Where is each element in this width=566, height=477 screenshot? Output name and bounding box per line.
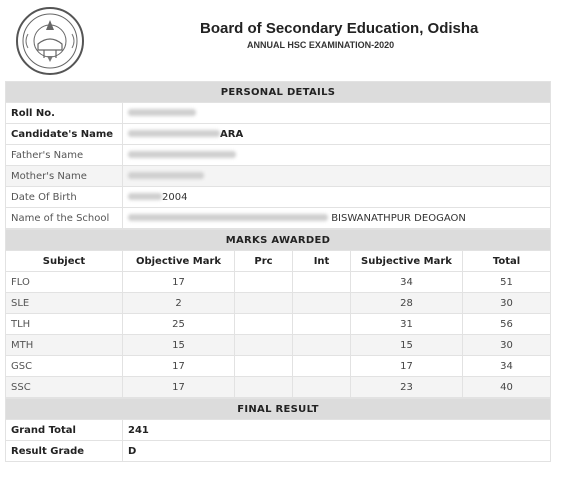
dob-row [6, 187, 551, 208]
subject-cell: SLE [6, 293, 123, 314]
subjective-cell: 34 [351, 272, 463, 293]
school-row [6, 208, 551, 229]
prc-cell [235, 377, 293, 398]
school-value [123, 208, 551, 229]
final-result-table [5, 398, 551, 462]
prc-cell [235, 356, 293, 377]
subject-cell: MTH [6, 335, 123, 356]
roll-label: Roll No. [6, 103, 123, 124]
marks-heading: MARKS AWARDED [6, 230, 551, 251]
subjective-cell: 15 [351, 335, 463, 356]
subject-cell: TLH [6, 314, 123, 335]
objective-cell: 17 [123, 272, 235, 293]
roll-row [6, 103, 551, 124]
page-header [0, 0, 566, 80]
roll-value [123, 103, 551, 124]
total-cell: 40 [463, 377, 551, 398]
result-grade-label: Result Grade [6, 441, 123, 462]
subjective-cell: 17 [351, 356, 463, 377]
marks-header-row [6, 251, 551, 272]
grand-total-row [6, 420, 551, 441]
int-cell [293, 377, 351, 398]
total-cell: 30 [463, 293, 551, 314]
subject-cell: FLO [6, 272, 123, 293]
father-label: Father's Name [6, 145, 123, 166]
candidate-label: Candidate's Name [6, 124, 123, 145]
candidate-row [6, 124, 551, 145]
result-grade-value: D [123, 441, 551, 462]
prc-cell [235, 293, 293, 314]
int-cell [293, 272, 351, 293]
subjective-cell: 28 [351, 293, 463, 314]
objective-cell: 25 [123, 314, 235, 335]
marks-table [5, 229, 551, 398]
personal-details-table [5, 81, 551, 229]
board-title: Board of Secondary Education, Odisha [200, 20, 479, 37]
objective-cell: 17 [123, 377, 235, 398]
int-cell [293, 314, 351, 335]
total-cell: 34 [463, 356, 551, 377]
objective-cell: 17 [123, 356, 235, 377]
int-cell [293, 335, 351, 356]
grand-total-label: Grand Total [6, 420, 123, 441]
table-row [6, 293, 551, 314]
candidate-suffix: ARA [220, 128, 244, 140]
col-prc: Prc [235, 251, 293, 272]
int-cell [293, 356, 351, 377]
table-row [6, 377, 551, 398]
personal-details-heading: PERSONAL DETAILS [6, 82, 551, 103]
col-int: Int [293, 251, 351, 272]
board-emblem-icon [14, 6, 86, 76]
prc-cell [235, 335, 293, 356]
mother-label: Mother's Name [6, 166, 123, 187]
total-cell: 30 [463, 335, 551, 356]
father-value [123, 145, 551, 166]
dob-label: Date Of Birth [6, 187, 123, 208]
objective-cell: 2 [123, 293, 235, 314]
total-cell: 56 [463, 314, 551, 335]
table-row [6, 314, 551, 335]
candidate-value [123, 124, 551, 145]
col-subjective: Subjective Mark [351, 251, 463, 272]
col-objective: Objective Mark [123, 251, 235, 272]
objective-cell: 15 [123, 335, 235, 356]
mother-row [6, 166, 551, 187]
subject-cell: GSC [6, 356, 123, 377]
col-total: Total [463, 251, 551, 272]
father-row [6, 145, 551, 166]
total-cell: 51 [463, 272, 551, 293]
exam-title: ANNUAL HSC EXAMINATION-2020 [247, 40, 395, 50]
final-result-heading: FINAL RESULT [6, 399, 551, 420]
subject-cell: SSC [6, 377, 123, 398]
int-cell [293, 293, 351, 314]
table-row [6, 356, 551, 377]
subjective-cell: 31 [351, 314, 463, 335]
table-row [6, 335, 551, 356]
col-subject: Subject [6, 251, 123, 272]
school-suffix: BISWANATHPUR DEOGAON [331, 212, 466, 224]
dob-suffix: 2004 [162, 191, 188, 203]
prc-cell [235, 314, 293, 335]
dob-value [123, 187, 551, 208]
result-card [5, 81, 551, 462]
table-row [6, 272, 551, 293]
grand-total-value: 241 [123, 420, 551, 441]
subjective-cell: 23 [351, 377, 463, 398]
prc-cell [235, 272, 293, 293]
result-grade-row [6, 441, 551, 462]
school-label: Name of the School [6, 208, 123, 229]
mother-value [123, 166, 551, 187]
